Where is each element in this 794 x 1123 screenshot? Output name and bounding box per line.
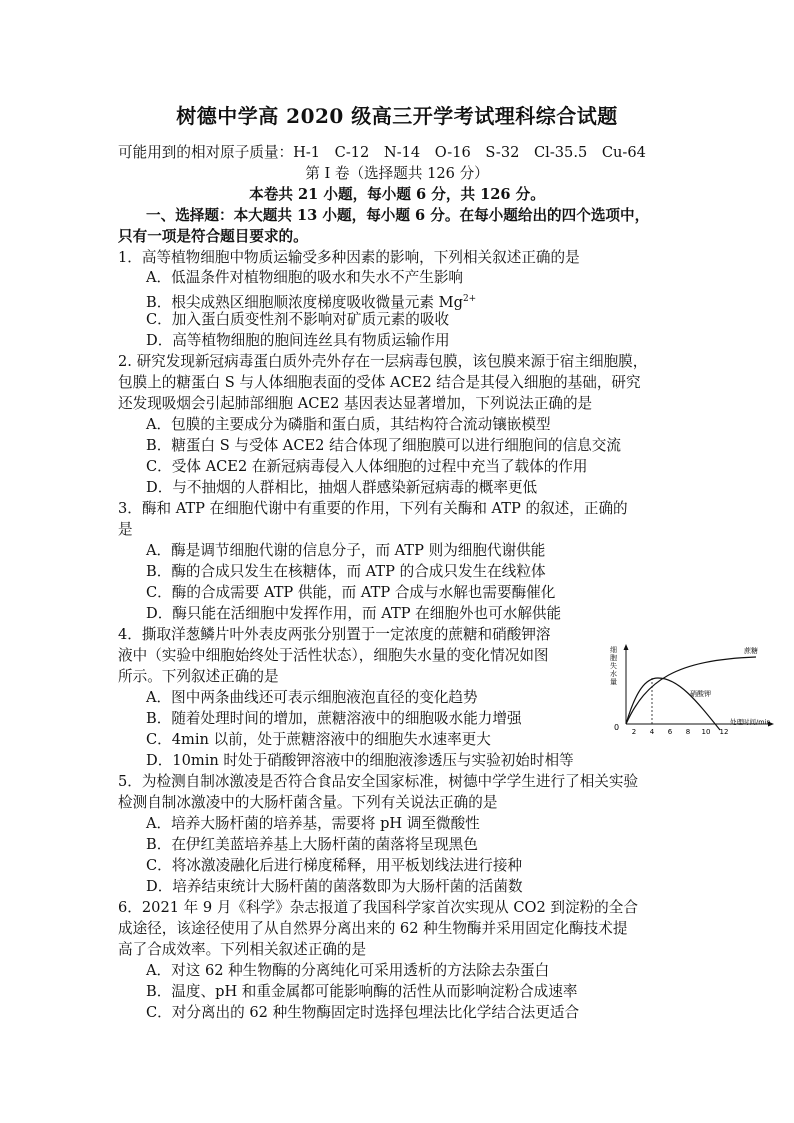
y-label-char-2: 胞 — [610, 654, 617, 662]
q3-option-c: C．酶的合成需要 ATP 供能，而 ATP 合成与水解也需要酶催化 — [146, 584, 556, 601]
section-heading-cont: 只有一项是符合题目要求的。 — [118, 228, 308, 245]
exam-title: 树德中学高 2020 级高三开学考试理科综合试题 — [176, 104, 618, 128]
q6-stem-3: 高了合成效率。下列相关叙述正确的是 — [118, 941, 367, 958]
x-tick-8: 8 — [685, 728, 691, 736]
q6-option-a: A．对这 62 种生物酶的分离纯化可采用透析的方法除去杂蛋白 — [146, 962, 550, 979]
q4-figure — [606, 640, 776, 740]
x-ticks — [632, 728, 729, 736]
q6-option-b: B．温度、pH 和重金属都可能影响酶的活性从而影响淀粉合成速率 — [146, 983, 578, 1000]
q2-option-a: A．包膜的主要成分为磷脂和蛋白质，其结构符合流动镶嵌模型 — [146, 416, 551, 433]
q1-option-b-superscript: 2+ — [462, 294, 477, 304]
q5-option-b: B．在伊红美蓝培养基上大肠杆菌的菌落将呈现黑色 — [146, 836, 478, 853]
q3-option-b: B．酶的合成只发生在核糖体，而 ATP 的合成只发生在线粒体 — [146, 563, 546, 580]
y-axis-arrow-icon — [624, 644, 629, 650]
q4-option-d: D．10min 时处于硝酸钾溶液中的细胞液渗透压与实验初始时相等 — [146, 752, 574, 769]
x-tick-4: 4 — [649, 728, 655, 736]
x-tick-2: 2 — [631, 728, 637, 736]
q1-option-d: D．高等植物细胞的胞间连丝具有物质运输作用 — [146, 332, 450, 349]
y-axis-label — [610, 646, 619, 686]
q2-option-d: D．与不抽烟的人群相比，抽烟人群感染新冠病毒的概率更低 — [146, 479, 538, 496]
q2-stem-2: 包膜上的糖蛋白 S 与人体细胞表面的受体 ACE2 结合是其侵入细胞的基础，研究 — [118, 374, 641, 391]
volume-subtitle: 本卷共 21 小题，每小题 6 分，共 126 分。 — [249, 186, 545, 203]
q5-stem-2: 检测自制冰激凌中的大肠杆菌含量。下列有关说法正确的是 — [118, 794, 498, 811]
x-tick-10: 10 — [701, 728, 711, 736]
q5-option-c: C．将冰激凌融化后进行梯度稀释，用平板划线法进行接种 — [146, 857, 523, 874]
q6-stem-2: 成途径，该途径使用了从自然界分离出来的 62 种生物酶并采用固定化酶技术提 — [118, 920, 628, 937]
q1-option-b-text: B．根尖成熟区细胞顺浓度梯度吸收微量元素 Mg — [146, 293, 463, 311]
q3-option-d: D．酶只能在活细胞中发挥作用，而 ATP 在细胞外也可水解供能 — [146, 605, 562, 622]
q5-stem-1: 5．为检测自制冰激凌是否符合食品安全国家标准，树德中学学生进行了相关实验 — [118, 773, 639, 790]
q6-option-c: C．对分离出的 62 种生物酶固定时选择包埋法比化学结合法更适合 — [146, 1004, 580, 1021]
q2-option-b: B．糖蛋白 S 与受体 ACE2 结合体现了细胞膜可以进行细胞间的信息交流 — [146, 437, 621, 454]
q3-stem-2: 是 — [118, 521, 133, 538]
x-axis-label: 处理时间/min — [730, 718, 771, 726]
q5-option-d: D．培养结束统计大肠杆菌的菌落数即为大肠杆菌的活菌数 — [146, 878, 523, 895]
x-tick-12: 12 — [719, 728, 729, 736]
volume-title: 第 I 卷（选择题共 126 分） — [305, 165, 489, 182]
origin-label: 0 — [614, 723, 620, 732]
q3-stem-1: 3．酶和 ATP 在细胞代谢中有重要的作用，下列有关酶和 ATP 的叙述，正确的 — [118, 500, 628, 517]
q4-stem-3: 所示。下列叙述正确的是 — [118, 668, 279, 685]
q1-stem: 1．高等植物细胞中物质运输受多种因素的影响，下列相关叙述正确的是 — [118, 249, 580, 266]
y-label-char-4: 水 — [610, 670, 617, 678]
q5-option-a: A．培养大肠杆菌的培养基，需要将 pH 调至微酸性 — [146, 815, 480, 832]
q1-option-a: A．低温条件对植物细胞的吸水和失水不产生影响 — [146, 269, 464, 286]
q4-stem-1: 4．撕取洋葱鳞片叶外表皮两张分别置于一定浓度的蔗糖和硝酸钾溶 — [118, 626, 551, 643]
q6-stem-1: 6．2021 年 9 月《科学》杂志报道了我国科学家首次实现从 CO2 到淀粉的全合 — [118, 899, 638, 916]
x-tick-6: 6 — [667, 728, 673, 736]
q1-option-c: C．加入蛋白质变性剂不影响对矿质元素的吸收 — [146, 311, 450, 328]
kno3-label: 硝酸钾 — [690, 690, 711, 698]
sucrose-label: 蔗糖 — [744, 647, 758, 655]
q2-option-c: C．受体 ACE2 在新冠病毒侵入人体细胞的过程中充当了载体的作用 — [146, 458, 588, 475]
section-heading: 一、选择题：本大题共 13 小题，每小题 6 分。在每小题给出的四个选项中， — [146, 207, 650, 224]
y-label-char-1: 细 — [610, 646, 617, 654]
q4-stem-2: 液中（实验中细胞始终处于活性状态），细胞失水量的变化情况如图 — [118, 647, 549, 664]
y-label-char-3: 失 — [610, 662, 617, 670]
y-label-char-5: 量 — [610, 678, 617, 686]
q4-option-a: A．图中两条曲线还可表示细胞液泡直径的变化趋势 — [146, 689, 478, 706]
atomic-masses: 可能用到的相对原子质量：H-1 C-12 N-14 O-16 S-32 Cl-35.5 Cu-64 — [118, 144, 646, 161]
q3-option-a: A．酶是调节细胞代谢的信息分子，而 ATP 则为细胞代谢供能 — [146, 542, 546, 559]
kno3-curve — [626, 678, 720, 730]
q4-option-b: B．随着处理时间的增加，蔗糖溶液中的细胞吸水能力增强 — [146, 710, 522, 727]
q2-stem-3: 还发现吸烟会引起肺部细胞 ACE2 基因表达显著增加，下列说法正确的是 — [118, 395, 593, 412]
q2-stem-1: 2. 研究发现新冠病毒蛋白质外壳外存在一层病毒包膜，该包膜来源于宿主细胞膜， — [118, 353, 648, 370]
q4-option-c: C．4min 以前，处于蔗糖溶液中的细胞失水速率更大 — [146, 731, 491, 748]
